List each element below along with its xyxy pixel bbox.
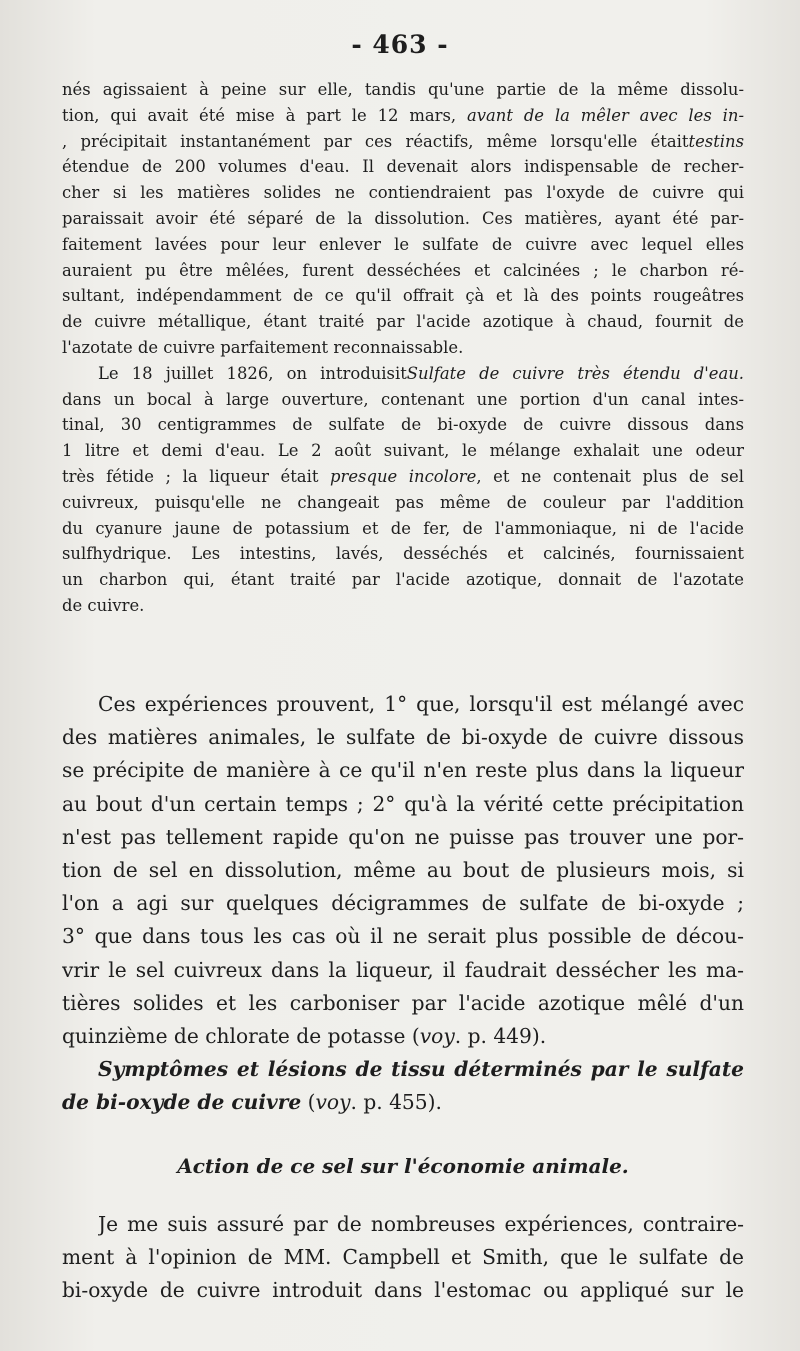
paragraph-1-line: tion, qui avait été mise à part le 12 mars, avant de la mêler avec les in- (62, 105, 744, 125)
paragraph-2-line: tinal, 30 centigrammes de sulfate de bi-oxyde de cuivre dissous dans (62, 415, 744, 435)
paragraph-5-line: Je me suis assuré par de nombreuses expériences, contraire- (98, 1212, 744, 1236)
paragraph-2-line: cuivreux, puisqu'elle ne changeait pas même de couleur par l'addition (62, 492, 744, 512)
paragraph-1-line: auraient pu être mêlées, furent desséchées et calcinées ; le charbon ré- (62, 260, 744, 280)
paragraph-3-line: au bout d'un certain temps ; 2° qu'à la vérité cette précipitation (62, 791, 744, 816)
paragraph-1-line: nés agissaient à peine sur elle, tandis qu'une partie de la même dissolu- (62, 80, 744, 99)
symptoms-reference-line: Symptômes et lésions de tissu déterminés par le sulfate (98, 1057, 744, 1082)
paragraph-3-line: des matières animales, le sulfate de bi-oxyde de cuivre dissous (62, 725, 744, 750)
paragraph-3-line: 3° que dans tous les cas où il ne serait plus possible de décou- (62, 924, 744, 949)
paragraph-5-line: ment à l'opinion de MM. Campbell et Smith, que le sulfate de (62, 1245, 744, 1270)
paragraph-2-line: un charbon qui, étant traité par l'acide azotique, donnait de l'azotate (62, 570, 744, 590)
paragraph-2-line: sulfhydrique. Les intestins, lavés, desséchés et calcinés, fournissaient (62, 544, 744, 564)
paragraph-1-line: cher si les matières solides ne contiendraient pas l'oxyde de cuivre qui (62, 183, 744, 203)
paragraph-3-line: n'est pas tellement rapide qu'on ne puisse pas trouver une por- (62, 824, 744, 849)
paragraph-2-line: Le 18 juillet 1826, on introduisitSulfate de cuivre très étendu d'eau. (98, 363, 744, 383)
paragraph-1-line: sultant, indépendamment de ce qu'il offrait çà et là des points rougeâtres (62, 286, 744, 306)
paragraph-3-line: Ces expériences prouvent, 1° que, lorsqu'il est mélangé avec (98, 692, 744, 716)
paragraph-1-line: , précipitait instantanément par ces réactifs, même lorsqu'elle étaittestins (62, 131, 744, 151)
paragraph-3-line: quinzième de chlorate de potasse (voy. p. 449). (62, 1024, 547, 1048)
paragraph-1-line: de cuivre métallique, étant traité par l'acide azotique à chaud, fournit de (62, 312, 744, 332)
page-number: - 463 - (351, 30, 449, 59)
symptoms-reference-line: de bi-oxyde de cuivre (voy. p. 455). (62, 1090, 442, 1115)
paragraph-1-line: faitement lavées pour leur enlever le sulfate de cuivre avec lequel elles (62, 234, 744, 254)
paragraph-2-line: dans un bocal à large ouverture, contenant une portion d'un canal intes- (62, 389, 744, 409)
paragraph-1-line: paraissait avoir été séparé de la dissolution. Ces matières, ayant été par- (62, 209, 744, 228)
paragraph-5-line: bi-oxyde de cuivre introduit dans l'estomac ou appliqué sur le (62, 1278, 744, 1303)
paragraph-2-line: 1 litre et demi d'eau. Le 2 août suivant, le mélange exhalait une odeur (62, 441, 744, 461)
paragraph-3-line: tières solides et les carboniser par l'acide azotique mêlé d'un (62, 990, 744, 1015)
paragraph-1-line: l'azotate de cuivre parfaitement reconnaissable. (62, 338, 464, 357)
paragraph-1-line: étendue de 200 volumes d'eau. Il devenait alors indispensable de recher- (62, 157, 744, 177)
paragraph-3-line: vrir le sel cuivreux dans la liqueur, il faudrait dessécher les ma- (62, 957, 744, 982)
paragraph-2-line: très fétide ; la liqueur était presque incolore, et ne contenait plus de sel (62, 467, 744, 486)
paragraph-3-line: se précipite de manière à ce qu'il n'en reste plus dans la liqueur (62, 758, 744, 783)
paragraph-3-line: tion de sel en dissolution, même au bout de plusieurs mois, si (62, 858, 744, 882)
paragraph-2-line: du cyanure jaune de potassium et de fer, de l'ammoniaque, ni de l'acide (62, 518, 744, 538)
paragraph-3-line: l'on a agi sur quelques décigrammes de sulfate de bi-oxyde ; (62, 891, 744, 916)
section-heading: Action de ce sel sur l'économie animale. (177, 1154, 629, 1178)
paragraph-2-line: de cuivre. (62, 596, 145, 615)
